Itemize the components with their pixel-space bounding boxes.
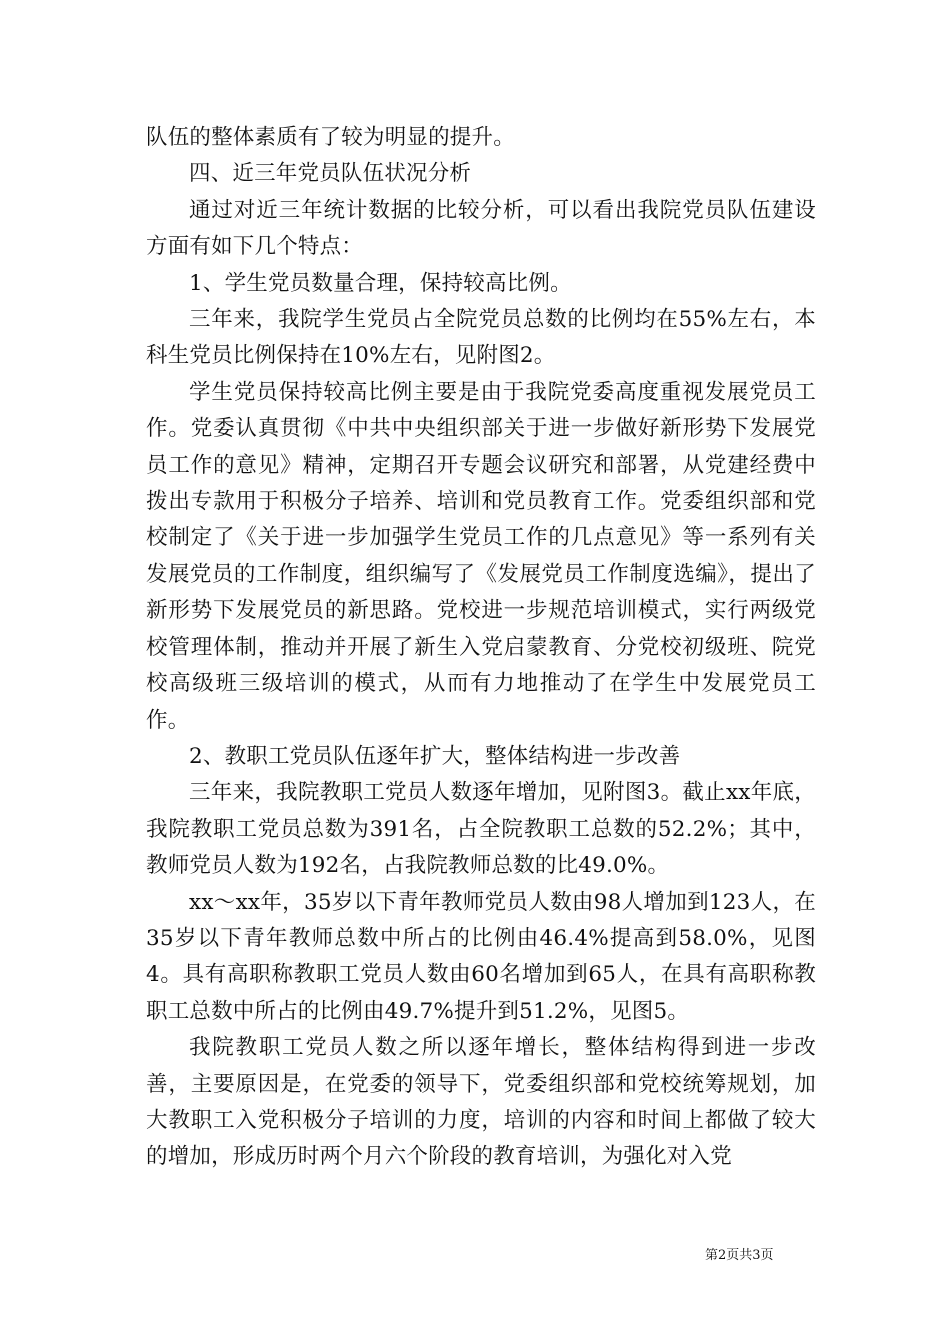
subheading-2: 2、教职工党员队伍逐年扩大，整体结构进一步改善 — [189, 743, 681, 769]
section-heading: 四、近三年党员队伍状况分析 — [189, 161, 472, 187]
paragraph-student-reasons: 学生党员保持较高比例主要是由于我院党委高度重视发展党员工作。党委认真贯彻《中共中央组织部关于进一步做好新形势下发展党员工作的意见》精神，定期召开专题会议研究和部署，从党建经费中拨出专款用于积极分子培养、培训和党员教育工作。党委组织部和党校制定了《关于进一步加强学生党员工作的几点意见》等一系列有关发展党员的工作制度，组织编写了《发展党员工作制度选编》，提出了新形势下发展党员的新思路。党校进一步规范培训模式，实行两级党校管理体制，推动并开展了新生入党启蒙教育、分党校初级班、院党校高级班三级培训的模式，从而有力地推动了在学生中发展党员工作。 — [146, 379, 816, 733]
paragraph-young-teachers: xx～xx年，35岁以下青年教师党员人数由98人增加到123人，在35岁以下青年教师总数中所占的比例由46.4%提高到58.0%，见图4。具有高职称教职工党员人数由60名增加到65人，在具有高职称教职工总数中所占的比例由49.7%提升到51.2%，见图5。 — [146, 889, 816, 1024]
paragraph-staff-count: 三年来，我院教职工党员人数逐年增加，见附图3。截止xx年底，我院教职工党员总数为391名，占全院教职工总数的52.2%；其中，教师党员人数为192名，占我院教师总数的比49.0%。 — [146, 780, 816, 879]
subheading-1: 1、学生党员数量合理，保持较高比例。 — [189, 270, 572, 296]
paragraph-student-ratio: 三年来，我院学生党员占全院党员总数的比例均在55%左右，本科生党员比例保持在10%左右，见附图2。 — [146, 307, 816, 369]
body-text — [146, 120, 816, 1176]
paragraph-staff-reasons: 我院教职工党员人数之所以逐年增长，整体结构得到进一步改善，主要原因是，在党委的领导下，党委组织部和党校统筹规划，加大教职工入党积极分子培训的力度，培训的内容和时间上都做了较大的增加，形成历时两个月六个阶段的教育培训，为强化对入党 — [146, 1035, 816, 1170]
paragraph-intro: 通过对近三年统计数据的比较分析，可以看出我院党员队伍建设方面有如下几个特点： — [146, 197, 816, 260]
paragraph-continuation: 队伍的整体素质有了较为明显的提升。 — [146, 125, 515, 150]
page-number: 第2页共3页 — [705, 1248, 774, 1263]
